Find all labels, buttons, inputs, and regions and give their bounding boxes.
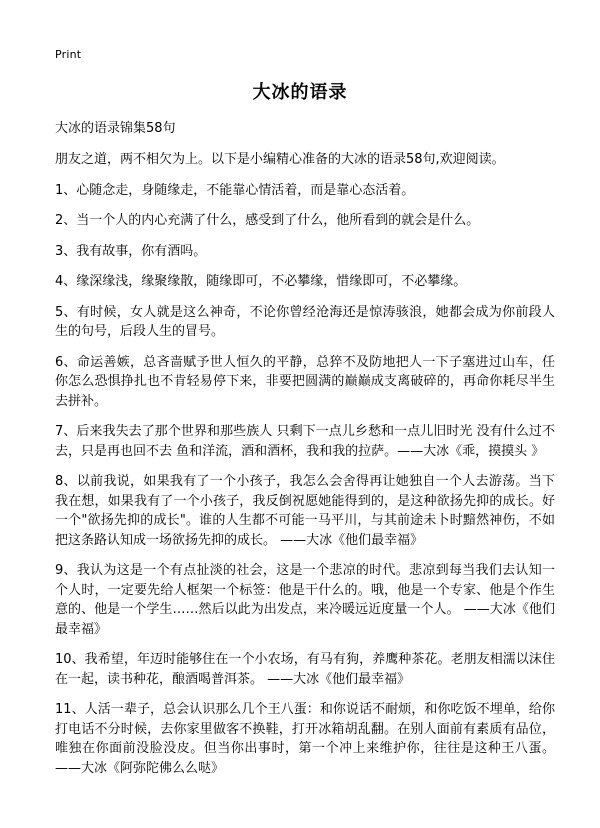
print-label: Print [55,48,82,61]
quote-2: 2、当一个人的内心充满了什么，感受到了什么，他所看到的就会是什么。 [55,213,480,228]
quote-11: 11、人活一辈子，总会认识那么几个王八蛋：和你说话不耐烦，和你吃饭不埋单，给你打电话不分时候，去你家里做客不换鞋，打开冰箱胡乱翻。在别人面前有素质有品位，唯独在你面前没脸没皮。但当你出事时，第一个冲上来维护你，往往是这种王八蛋。 ——大冰《阿弥陀佛么么哒》 [55,702,555,776]
quote-6: 6、命运善嫉，总吝啬赋予世人恒久的平静，总猝不及防地把人一下子塞进过山车，任你怎么恐惧挣扎也不肯轻易停下来，非要把圆满的巅巅成支离破碎的，再命你耗尽半生去拼补。 [55,354,555,409]
quote-10: 10、我希望，年迈时能够住在一个小农场，有马有狗，养鹰种茶花。老朋友相濡以沫住在一起，读书种花，酿酒喝普洱茶。 ——大冰《他们最幸福》 [55,652,555,687]
subtitle: 大冰的语录锦集58句 [55,121,176,136]
quote-7: 7、后来我失去了那个世界和那些族人 只剩下一点儿乡愁和一点儿旧时光 没有什么过不去，只是再也回不去 鱼和洋流，酒和酒杯，我和我的拉萨。——大冰《乖，摸摸头 》 [55,424,555,459]
quote-5: 5、有时候，女人就是这么神奇，不论你曾经沧海还是惊涛骇浪，她都会成为你前段人生的句号，后段人生的冒号。 [55,304,555,339]
quote-9: 9、我认为这是一个有点扯淡的社会，这是一个悲凉的时代。悲凉到每当我们去认知一个人时，一定要先给人框架一个标签：他是干什么的。哦，他是一个专家、他是个作生意的、他是一个学生……然后以此为出发点，来冷暖远近度量一个人。 ——大冰《他们最幸福》 [55,563,555,637]
quote-1: 1、心随念走，身随缘走，不能靠心情活着，而是靠心态活着。 [55,182,415,198]
page-title: 大冰的语录 [252,82,348,103]
intro-paragraph: 朋友之道，两不相欠为上。以下是小编精心准备的大冰的语录58句,欢迎阅读。 [55,152,505,167]
quote-4: 4、缘深缘浅，缘聚缘散，随缘即可，不必攀缘，惜缘即可，不必攀缘。 [55,274,467,289]
quote-3: 3、我有故事，你有酒吗。 [55,243,207,259]
document-body [55,120,555,789]
quote-8: 8、以前我说，如果我有了一个小孩子，我怎么会舍得再让她独自一个人去游荡。当下我在想，如果我有了一个小孩子，我反倒祝愿她能得到的，是这种欲扬先抑的成长。好一个"欲扬先抑的成长"。谁的人生都不可能一马平川，与其前途未卜时黯然神伤，不如把这条路认知成一场欲扬先抑的成长。 ——大冰《他们最幸福》 [55,474,555,548]
